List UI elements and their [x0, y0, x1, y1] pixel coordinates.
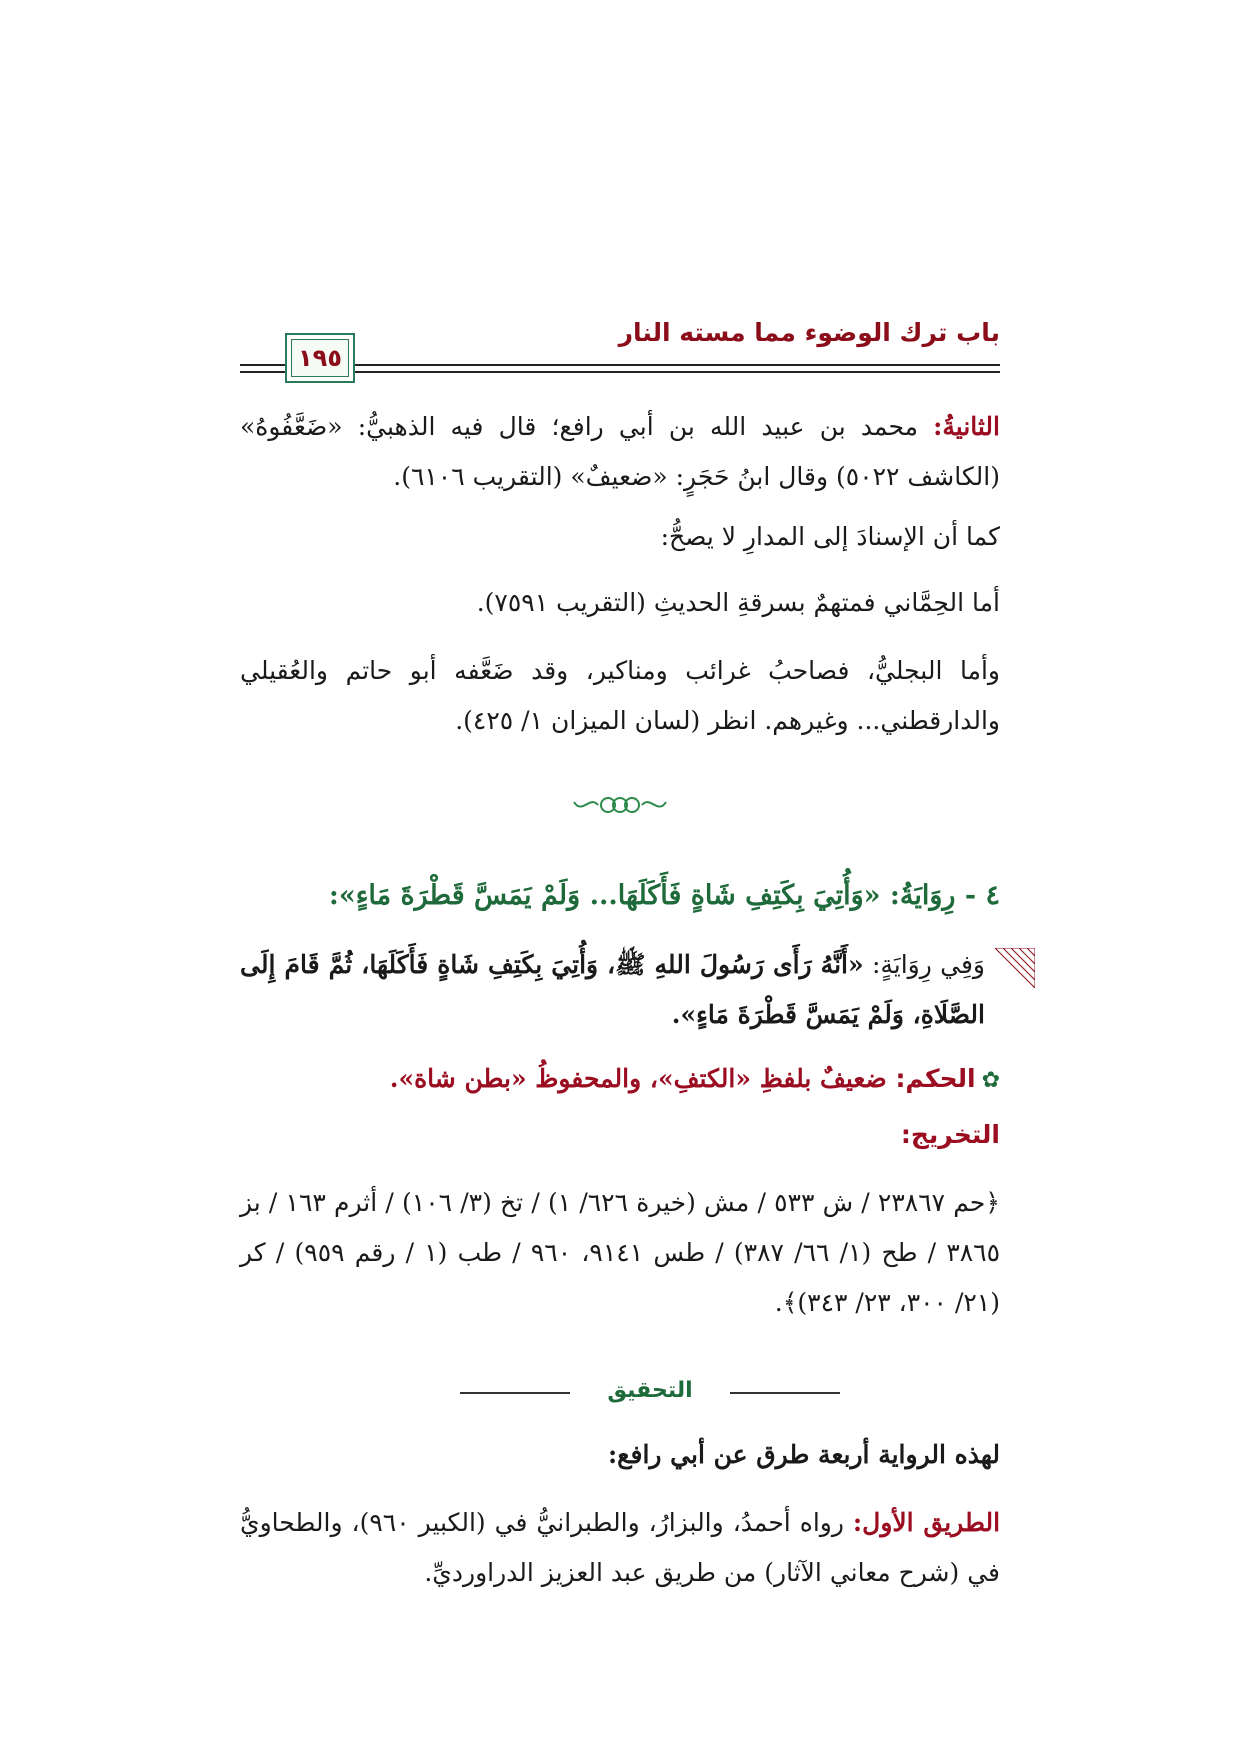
page-number-badge [285, 333, 355, 383]
flower-icon: ✿ [981, 1068, 1000, 1093]
narration-intro: وَفِي رِوَايَةٍ: [863, 950, 985, 979]
takhrij-heading [240, 1120, 1000, 1149]
tahqiq-label: التحقيق [607, 1378, 693, 1403]
paragraph-second-narrator [240, 402, 1000, 502]
first-route-paragraph [240, 1498, 1000, 1598]
ornament-flourish-icon [560, 790, 680, 820]
takhrij-text: ﴿حم ٢٣٨٦٧ / ش ٥٣٣ / مش (خيرة ٦٢٦/ ١) / تخ (٣/ ١٠٦) / أثرم ١٦٣ / بز ٣٨٦٥ / طح (١/ ٦٦/ ٣٨٧) / طس ٩١٤١، ٩٦٠ / طب (١ / رقم ٩٥٩) / كر (٢١/ ٣٠٠، ٢٣/ ٣٤٣)﴾. [240, 1188, 1001, 1317]
paragraph-text: محمد بن عبيد الله بن أبي رافع؛ قال فيه الذهبيُّ: «ضَعَّفُوهُ» (الكاشف ٥٠٢٢) وقال ابنُ حَجَرٍ: «ضعيفٌ» (التقريب ٦١٠٦). [240, 412, 1000, 491]
tahqiq-divider [460, 1378, 840, 1408]
verdict-label: الحكم: [895, 1064, 976, 1093]
verdict-line [240, 1064, 1000, 1093]
himmani-line: أما الحِمَّاني فمتهمٌ بسرقةِ الحديثِ (التقريب ٧٥٩١). [476, 588, 1000, 617]
verdict-text: ضعيفٌ بلفظِ «الكتفِ»، والمحفوظُ «بطن شاة». [389, 1064, 896, 1093]
running-title: باب ترك الوضوء مما مسته النار [618, 318, 1000, 347]
routes-intro: لهذه الرواية أربعة طرق عن أبي رافع: [607, 1440, 1000, 1469]
narration-text: «أَنَّهُ رَأَى رَسُولَ اللهِ ﷺ، وَأُتِيَ بِكَتِفِ شَاةٍ فَأَكَلَهَا، ثُمَّ قَامَ إِلَى الصَّلَاةِ، وَلَمْ يَمَسَّ قَطْرَةَ مَاءٍ». [240, 950, 985, 1029]
first-route-text: رواه أحمدُ، والبزارُ، والطبرانيُّ في (الكبير ٩٦٠)، والطحاويُّ في (شرح معاني الآثار) من طريق عبد العزيز الدراورديِّ. [240, 1508, 1000, 1587]
page-number: ١٩٥ [298, 344, 342, 372]
first-route-label: الطريق الأول: [852, 1508, 1001, 1537]
paragraph-label: الثانيةُ: [933, 412, 1000, 441]
paragraph-bajali: وأما البجليُّ، فصاحبُ غرائب ومناكير، وقد ضَعَّفه أبو حاتم والعُقيلي والدارقطني... وغيرهم. انظر (لسان الميزان ١/ ٤٢٥). [240, 656, 1000, 735]
section-ornament [560, 790, 680, 820]
takhrij-label: التخريج: [900, 1120, 1000, 1149]
narration-heading: ٤ - رِوَايَةُ: «وَأُتِيَ بِكَتِفِ شَاةٍ فَأَكَلَهَا... وَلَمْ يَمَسَّ قَطْرَةَ مَاءٍ»: [328, 880, 1000, 911]
narration-text-block [240, 940, 985, 1040]
corner-decoration-icon [995, 948, 1035, 988]
isnad-line: كما أن الإسنادَ إلى المدارِ لا يصحُّ: [660, 522, 1000, 551]
